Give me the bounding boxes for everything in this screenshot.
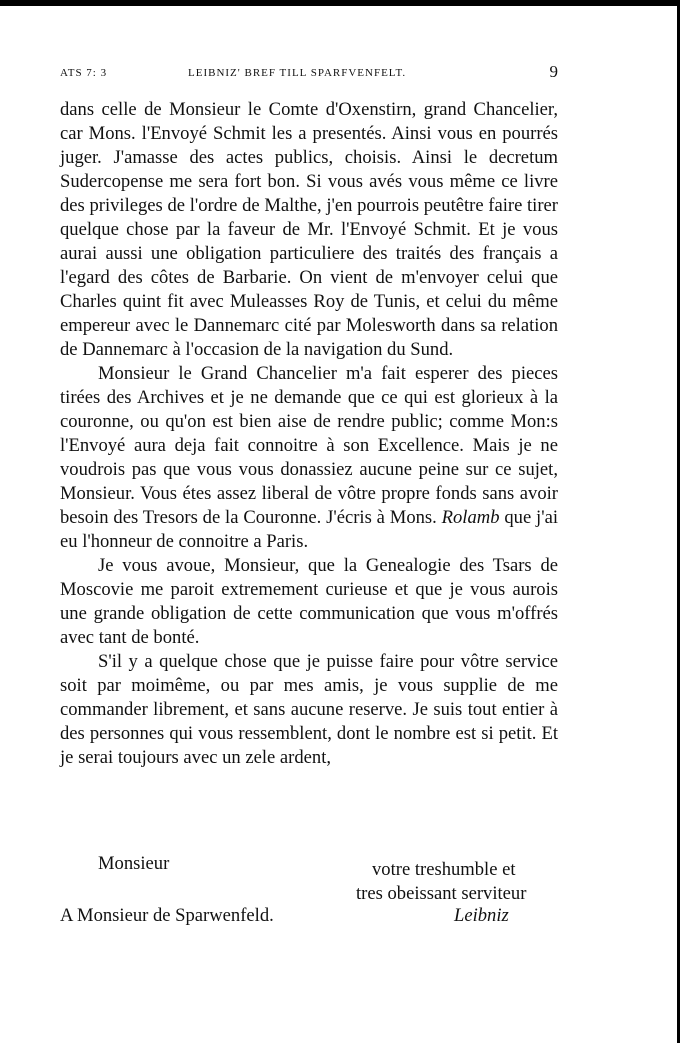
running-head-title: LEIBNIZ' BREF TILL SPARFVENFELT. [188, 67, 407, 79]
paragraph-2-text-end: que j'ai eu l'honneur de connoitre a Paris. [60, 507, 558, 552]
paragraph-2 [60, 362, 558, 554]
paragraph-4: S'il y a quelque chose que je puisse faire pour vôtre service soit par moimême, ou par mes amis, je vous supplie de me commander librement, et sans aucune reserve. Je suis tout entier à des personnes qui vous ressemblent, dont le nombre est si petit. Et je serai toujours avec un zele ardent, [60, 651, 558, 768]
closing-formula-line-1: votre treshumble et [372, 859, 516, 880]
running-head [60, 64, 558, 84]
letter-body [60, 98, 558, 770]
running-head-reference: ATS 7: 3 [60, 67, 108, 79]
page-number: 9 [549, 62, 558, 81]
paragraph-2-text: Monsieur le Grand Chancelier m'a fait esperer des pieces tirées des Archives et je ne demande que ce qui est glorieux à la couronne, ou qu'on est bien aise de rendre public; comme Mon:s l'Envoyé aura deja fait connoitre à son Excellence. Mais je ne voudrois pas que vous vous donassiez aucune peine sur ce sujet, Monsieur. Vous étes assez liberal de vôtre propre fonds sans avoir besoin des Tresors de la Couronne. J'écris à Mons. [60, 363, 558, 528]
scan-border-top [0, 0, 680, 6]
letter-closing [60, 852, 558, 932]
addressee: A Monsieur de Sparwenfeld. [60, 905, 274, 926]
signature: Leibniz [454, 905, 509, 926]
name-rolamb: Rolamb [441, 507, 500, 528]
paragraph-3: Je vous avoue, Monsieur, que la Genealogie des Tsars de Moscovie me paroit extremement curieuse et que je vous aurois une grande obligation de cette communication que vous m'offrés avec tant de bonté. [60, 555, 558, 648]
closing-salutation: Monsieur [98, 853, 170, 874]
closing-formula-line-2: tres obeissant serviteur [356, 883, 527, 904]
paragraph-1: dans celle de Monsieur le Comte d'Oxenstirn, grand Chancelier, car Mons. l'Envoyé Schmit les a presentés. Ainsi vous en pourrés juger. J'amasse des actes publics, choisis. Ainsi le decretum Sudercopense me sera fort bon. Si vous avés vous même ce livre des privileges de l'ordre de Malthe, j'en pourrois peutêtre faire tirer quelque chose par la faveur de Mr. l'Envoyé Schmit. Et je vous aurai aussi une obligation particuliere des traités des français a l'egard des côtes de Barbarie. On vient de m'envoyer celui que Charles quint fit avec Muleasses Roy de Tunis, et celui du même empereur avec le Dannemarc cité par Molesworth dans sa relation de Dannemarc à l'occasion de la navigation du Sund. [60, 99, 558, 360]
